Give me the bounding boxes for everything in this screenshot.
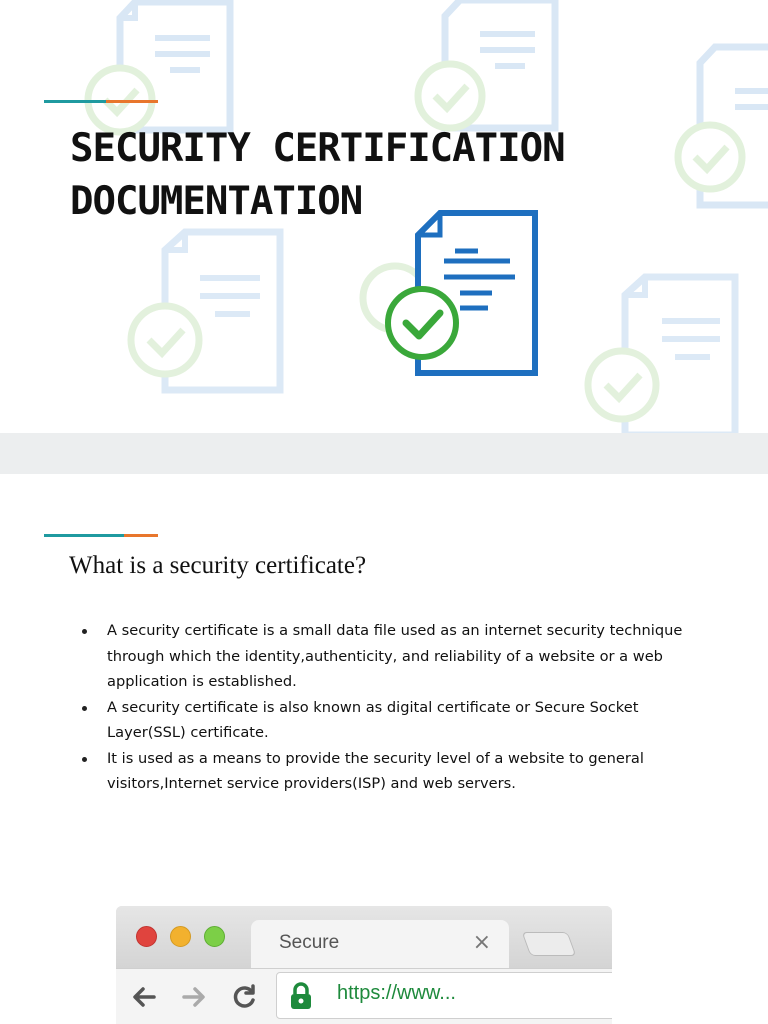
minimize-window-button[interactable] xyxy=(170,926,191,947)
title-line-1: SECURITY CERTIFICATION xyxy=(70,126,565,171)
list-item xyxy=(80,618,700,695)
document-check-icon xyxy=(580,265,760,433)
content-slide xyxy=(0,474,768,1024)
title-slide xyxy=(0,0,768,433)
url-text: https://www... xyxy=(337,982,456,1004)
bullet-icon xyxy=(82,706,87,711)
close-icon[interactable]: × xyxy=(472,930,491,955)
tab-label: Secure xyxy=(279,932,340,953)
certified-document-icon xyxy=(380,205,545,380)
section-heading: What is a security certificate? xyxy=(69,552,367,579)
document-check-icon xyxy=(80,0,250,140)
accent-line xyxy=(106,100,158,103)
new-tab-button[interactable] xyxy=(522,932,577,956)
address-bar[interactable] xyxy=(276,972,612,1019)
accent-line xyxy=(44,100,106,103)
browser-toolbar xyxy=(116,968,612,1024)
bullet-icon xyxy=(82,757,87,762)
bullet-list xyxy=(80,618,700,797)
accent-line xyxy=(124,534,158,537)
title-line-2: DOCUMENTATION xyxy=(70,179,363,224)
tab-strip xyxy=(116,906,612,968)
list-item xyxy=(80,746,700,797)
slide-separator xyxy=(0,433,768,474)
lock-icon xyxy=(289,982,313,1010)
page-title xyxy=(70,122,670,228)
document-check-icon xyxy=(660,35,768,215)
document-check-icon xyxy=(405,0,575,138)
back-arrow-icon[interactable] xyxy=(130,983,158,1011)
accent-line xyxy=(44,534,124,537)
bullet-text: It is used as a means to provide the security level of a website to general visitors,Internet service providers(ISP) and web servers. xyxy=(107,749,644,792)
document-check-icon xyxy=(120,220,300,400)
bullet-text: A security certificate is also known as digital certificate or Secure Socket Layer(SSL) certificate. xyxy=(107,698,639,741)
browser-window xyxy=(116,906,612,1024)
tab-secure[interactable] xyxy=(251,920,509,968)
maximize-window-button[interactable] xyxy=(204,926,225,947)
bullet-text: A security certificate is a small data file used as an internet security technique through which the identity,authenticity, and reliability of a website or a web application is established. xyxy=(107,622,683,690)
forward-arrow-icon[interactable] xyxy=(180,983,208,1011)
bullet-icon xyxy=(82,629,87,634)
list-item xyxy=(80,695,700,746)
reload-icon[interactable] xyxy=(230,983,258,1011)
close-window-button[interactable] xyxy=(136,926,157,947)
